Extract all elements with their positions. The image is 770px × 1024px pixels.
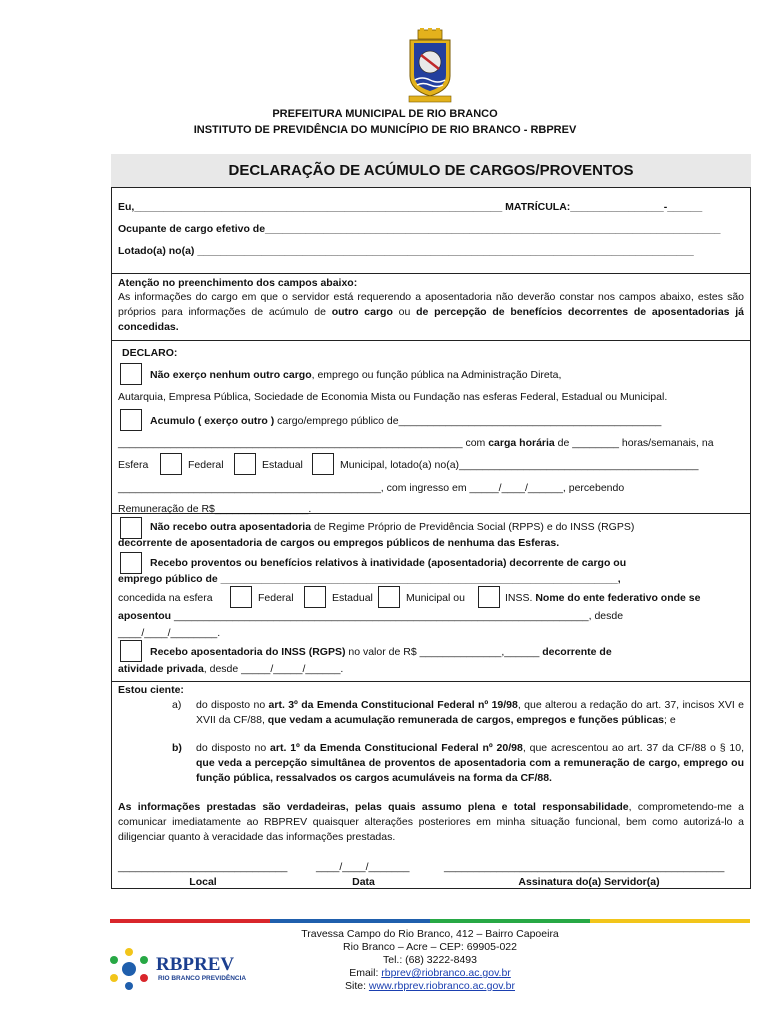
opt-aposentadoria-inss: Recebo aposentadoria do INSS (RGPS) no valor de R$ ______________,______ decorrente de (150, 646, 612, 658)
checkbox-federal[interactable] (160, 453, 182, 475)
local-line[interactable]: _____________________________ (118, 861, 288, 873)
checkbox-estadual[interactable] (234, 453, 256, 475)
declaro-label: DECLARO: (122, 347, 178, 359)
footer-phone: Tel.: (68) 3222-8493 (383, 954, 477, 966)
signature-label: Assinatura do(a) Servidor(a) (518, 876, 660, 888)
footer-address-2: Rio Branco – Acre – CEP: 69905-022 (343, 941, 517, 953)
concedida-label: concedida na esfera (118, 592, 213, 604)
logo-subtitle: RIO BRANCO PREVIDÊNCIA (158, 975, 247, 982)
data-line[interactable]: ____/____/_______ (316, 861, 410, 873)
divider (111, 340, 751, 341)
footer-email: Email: rbprev@riobranco.ac.gov.br (349, 967, 511, 979)
local-label: Local (189, 876, 217, 888)
logo-wordmark: RBPREV (156, 954, 235, 975)
item-a-label: a) (172, 699, 182, 711)
divider (111, 681, 751, 682)
estadual-label: Estadual (262, 459, 303, 471)
final-statement: As informações prestadas são verdadeiras, pelas quais assumo plena e total responsabilidade, comprometendo-me a comunicar imediatamente ao RBPREV quaisquer alterações posteriores em minha situação funcional, bem como autorizá-lo a diligenciar quanto à veracidade das informações prestadas. (118, 801, 744, 843)
ingresso-field[interactable]: _____________________________________________, com ingresso em _____/____/______, percebendo (118, 482, 625, 494)
remuneracao-field[interactable]: Remuneração de R$________________. (118, 503, 312, 515)
data-label: Data (352, 876, 375, 888)
checkbox-aposentadoria-inss[interactable] (120, 640, 142, 662)
signature-line[interactable]: ________________________________________________ (444, 861, 725, 873)
footer-stripe (110, 919, 750, 923)
email-link[interactable]: rbprev@riobranco.ac.gov.br (381, 967, 511, 979)
prov-municipal-label: Municipal ou (406, 592, 465, 604)
esfera-label: Esfera (118, 459, 149, 471)
opt-nao-recebo: Não recebo outra aposentadoria de Regime Próprio de Previdência Social (RPPS) e do INSS (RGPS) (150, 521, 635, 533)
header-instituto: INSTITUTO DE PREVIDÊNCIA DO MUNICÍPIO DE RIO BRANCO - RBPREV (193, 124, 577, 136)
item-b-text: do disposto no art. 1º da Emenda Constitucional Federal nº 20/98, que acrescentou ao art. 37 da CF/88 o § 10, que veda a percepção simultânea de proventos de aposentadoria com a remuneração de cargo, emprego ou função pública, ressalvados os cargos acumuláveis na forma da CF/88. (196, 742, 745, 784)
checkbox-prov-federal[interactable] (230, 586, 252, 608)
coat-of-arms-logo (405, 28, 455, 104)
opt-acumulo-line2[interactable]: ___________________________________________________________ com carga horária de ________ horas/semanais, na (118, 437, 714, 449)
site-link[interactable]: www.rbprev.riobranco.ac.gov.br (368, 980, 516, 992)
divider (111, 273, 751, 274)
footer-address-1: Travessa Campo do Rio Branco, 412 – Bairro Capoeira (301, 928, 559, 940)
opt-nao-exerco: Não exerço nenhum outro cargo, emprego ou função pública na Administração Direta, (150, 369, 562, 381)
ciente-label: Estou ciente: (118, 684, 184, 696)
footer-site: Site: www.rbprev.riobranco.ac.gov.br (344, 980, 516, 992)
desde-field[interactable]: ____/____/________. (118, 627, 221, 639)
cargo-efetivo-field[interactable]: Ocupante de cargo efetivo de______________________________________________________________________________ (118, 223, 721, 235)
checkbox-nao-exerco[interactable] (120, 363, 142, 385)
lotacao-field[interactable]: Lotado(a) no(a) _____________________________________________________________________________________ (118, 245, 694, 257)
federal-label: Federal (188, 459, 224, 471)
prov-inss-label: INSS. Nome do ente federativo onde se (505, 592, 701, 604)
atividade-privada-field[interactable]: atividade privada, desde _____/_____/______. (118, 663, 344, 675)
checkbox-prov-municipal[interactable] (378, 586, 400, 608)
attention-text: As informações do cargo em que o servidor está requerendo a aposentadoria não deverão constar nos campos abaixo, estes são próprios para informações de acúmulo de outro cargo ou de percepção de benefícios decorrentes de aposentadorias já concedidas. (118, 291, 745, 333)
opt-nao-exerco-line2: Autarquia, Empresa Pública, Sociedade de Economia Mista ou Fundação nas esferas Federal, Estadual ou Municipal. (118, 391, 668, 403)
checkbox-recebo-proventos[interactable] (120, 552, 142, 574)
prov-estadual-label: Estadual (332, 592, 373, 604)
ente-federativo-field[interactable]: aposentou _______________________________________________________________________, desde (118, 610, 624, 622)
rbprev-logo (104, 944, 254, 994)
opt-acumulo: Acumulo ( exerço outro ) cargo/emprego público de_____________________________________________ (150, 415, 662, 427)
checkbox-municipal[interactable] (312, 453, 334, 475)
opt-nao-recebo-line2: decorrente de aposentadoria de cargos ou empregos públicos de nenhuma das Esferas. (118, 537, 560, 549)
attention-title: Atenção no preenchimento dos campos abaixo: (118, 277, 358, 289)
municipal-lotado-field[interactable]: Municipal, lotado(a) no(a)_________________________________________ (340, 459, 699, 471)
emprego-publico-field[interactable]: emprego público de ____________________________________________________________________, (118, 573, 621, 585)
checkbox-acumulo[interactable] (120, 409, 142, 431)
opt-recebo-proventos: Recebo proventos ou benefícios relativos à inatividade (aposentadoria) decorrente de cargo ou (150, 557, 627, 569)
prov-federal-label: Federal (258, 592, 294, 604)
header-prefeitura: PREFEITURA MUNICIPAL DE RIO BRANCO (272, 108, 498, 120)
name-matricula-field[interactable]: Eu,_______________________________________________________________ MATRÍCULA:________________-______ (118, 201, 703, 213)
checkbox-prov-estadual[interactable] (304, 586, 326, 608)
item-b-label: b) (172, 742, 182, 754)
item-a-text: do disposto no art. 3º da Emenda Constitucional Federal nº 19/98, que alterou a redação do art. 37, incisos XVI e XVII da CF/88, que vedam a acumulação remunerada de cargos, empregos e funções públicas; e (196, 699, 744, 726)
form-title: DECLARAÇÃO DE ACÚMULO DE CARGOS/PROVENTOS (111, 154, 751, 188)
checkbox-prov-inss[interactable] (478, 586, 500, 608)
